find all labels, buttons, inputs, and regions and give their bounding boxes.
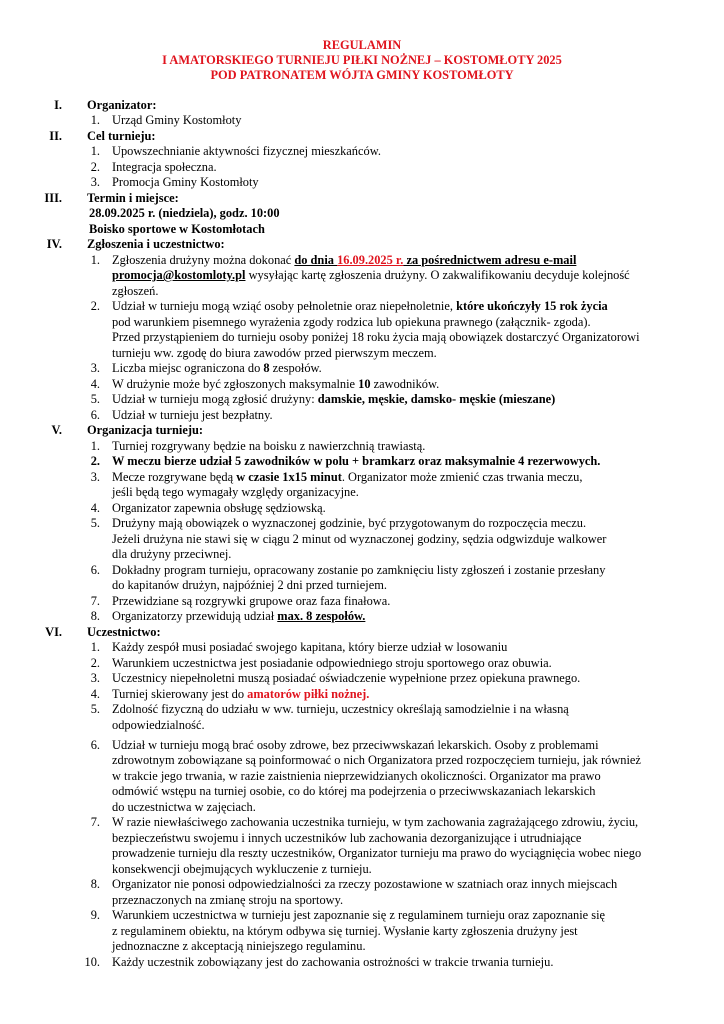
deadline-date: 16.09.2025 r. [337, 253, 404, 267]
section-number: II. [49, 129, 62, 143]
list-item-continuation: dla drużyny przeciwnej. [112, 547, 232, 561]
item-number: 3. [90, 175, 100, 189]
list-item-continuation: bezpieczeństwu swojemu i innych uczestników lub zachowania dezorganizujące i utrudniające [112, 831, 582, 845]
item-number: 3. [90, 361, 100, 375]
item-number: 2. [90, 160, 100, 174]
item-number: 4. [90, 687, 100, 701]
item-number: 5. [90, 392, 100, 406]
document-patronage: POD PATRONATEM WÓJTA GMINY KOSTOMŁOTY [210, 68, 514, 82]
list-item-continuation: Przed przystąpieniem do turnieju osoby poniżej 18 roku życia mają obowiązek dostarczyć Organizatorowi [112, 330, 640, 344]
event-date: 28.09.2025 r. (niedziela), godz. 10:00 [89, 206, 280, 220]
list-item-continuation: do uczestnictwa w zajęciach. [112, 800, 256, 814]
item-number: 7. [90, 594, 100, 608]
list-item-continuation: promocja@kostomloty.pl wysyłając kartę zgłoszenia drużyny. O zakwalifikowaniu decyduje kolejność [112, 268, 630, 282]
item-number: 6. [90, 408, 100, 422]
document-page: REGULAMIN I AMATORSKIEGO TURNIEJU PIŁKI NOŻNEJ – KOSTOMŁOTY 2025 POD PATRONATEM WÓJTA GMINY KOSTOMŁOTY I. Organizator: 1. Urząd Gminy Kostomłoty II. Cel turnieju: 1. Upowszechnianie aktywności fizycznej mieszkańców. 2. Integracja społeczna. 3. Promocja Gminy Kostomłoty III. Termin i miejsce: 28.09.2025 r. (niedziela), godz. 10:00 Boisko sportowe w Kostomłotach IV. Zgłoszenia i uczestnictwo: 1. Zgłoszenia drużyny można dokonać do dnia 16.09.2025 r. za pośrednictwem adresu e-mail promocja@kostomloty.pl wysyłając kartę zgłoszenia drużyny. O zakwalifikowaniu decyduje kolejność zgłoszeń. 2. Udział w turnieju mogą wziąć osoby pełnoletnie oraz niepełnoletnie, które ukończyły 15 rok życia pod warunkiem pisemnego wyrażenia zgody rodzica lub opiekuna prawnego (załącznik- zgoda). Przed przystąpieniem do turnieju osoby poniżej 18 roku życia mają obowiązek dostarczyć Organizatorowi turnieju ww. zgodę do biura zawodów przed pierwszym meczem. 3. Liczba miejsc ograniczona do 8 zespołów. 4. W drużynie może być zgłoszonych maksymalnie 10 zawodników. 5. Udział w turnieju mogą zgłosić drużyny: damskie, męskie, damsko- męskie (mieszane) 6. Udział w turnieju jest bezpłatny. V. Organizacja turnieju: 1. Turniej rozgrywany będzie na boisku z nawierzchnią trawiastą. 2. W meczu bierze udział 5 zawodników w polu + bramkarz oraz maksymalnie 4 rezerwowych. 3. Mecze rozgrywane będą w czasie 1x15 minut. Organizator może zmienić czas trwania meczu, jeśli będą tego wymagały względy organizacyjne. 4. Organizator zapewnia obsługę sędziowską. 5. Drużyny mają obowiązek o wyznaczonej godzinie, być przygotowanym do rozpoczęcia meczu. Jeżeli drużyna nie stawi się w ciągu 2 minut od wyznaczonej godziny, sędzia odgwizduje walkower dla drużyny przeciwnej. 6. Dokładny program turnieju, opracowany zostanie po zamknięciu listy zgłoszeń i zostanie przesłany do kapitanów drużyn, najpóźniej 2 dni przed turniejem. 7. Przewidziane są rozgrywki grupowe oraz faza finałowa. 8. Organizatorzy przewidują udział max. 8 zespołów. VI. Uczestnictwo: 1. Każdy zespół musi posiadać swojego kapitana, który bierze udział w losowaniu 2. Warunkiem uczestnictwa jest posiadanie odpowiedniego stroju sportowego oraz obuwia. 3. Uczestnicy niepełnoletni muszą posiadać oświadczenie wypełnione przez opiekuna prawnego. 4. Turniej skierowany jest do amatorów piłki nożnej. 5. Zdolność fizyczną do udziału w ww. turnieju, uczestnicy określają samodzielnie i na własną odpowiedzialność. 6. Udział w turnieju mogą brać osoby zdrowe, bez przeciwwskazań lekarskich. Osoby z problemami zdrowotnym zobowiązane są poinformować o nich Organizatora przed rozpoczęciem turnieju, jak również w trakcie jego trwania, w razie zaistnienia nieprzewidzianych okoliczności. Organizator ma prawo odmówić wstępu na turniej osobie, co do której ma podejrzenia o przeciwwskazaniach lekarskich do uczestnictwa w zajęciach. 7. W razie niewłaściwego zachowania uczestnika turnieju, w tym zachowania zagrażającego zdrowiu, życiu, bezpieczeństwu swojemu i innych uczestników lub zachowania dezorganizujące i utrudniające prowadzenie turnieju dla reszty uczestników, Organizator turnieju ma prawo do wyciągnięcia wobec niego konsekwencji obejmujących wykluczenie z turnieju. 8. Organizator nie ponosi odpowiedzialności za rzeczy pozostawione w szatniach oraz innych miejscach przeznaczonych na zmianę stroju na sportowy. 9. Warunkiem uczestnictwa w turnieju jest zapoznanie się z regulaminem turnieju oraz zapoznanie się z regulaminem obiektu, na którym odbywa się turniej. Wysłanie karty zgłoszenia drużyny jest jednoznaczne z akceptacją niniejszego regulaminu. 10. Każdy uczestnik zobowiązany jest do zachowania ostrożności w trakcie trwania turnieju. [0, 0, 724, 1024]
item-number: 1. [90, 113, 100, 127]
item-number: 4. [90, 377, 100, 391]
section-number: IV. [46, 237, 62, 251]
item-number: 7. [90, 815, 100, 829]
section-number: VI. [45, 625, 62, 639]
list-item-continuation: odpowiedzialność. [112, 718, 205, 732]
item-number: 8. [90, 877, 100, 891]
item-number: 1. [90, 640, 100, 654]
section-title: Uczestnictwo: [87, 625, 161, 639]
section-title: Organizacja turnieju: [87, 423, 203, 437]
list-item-continuation: Jeżeli drużyna nie stawi się w ciągu 2 minut od wyznaczonej godziny, sędzia odgwizduje walkower [112, 532, 607, 546]
section-title: Cel turnieju: [87, 129, 156, 143]
item-text: Promocja Gminy Kostomłoty [112, 175, 259, 189]
item-number: 3. [90, 470, 100, 484]
list-item-continuation: jeśli będą tego wymagały względy organizacyjne. [112, 485, 359, 499]
list-item-continuation: odmówić wstępu na turniej osobie, co do której ma podejrzenia o przeciwwskazaniach lekarskich [112, 784, 596, 798]
section-title: Organizator: [87, 98, 157, 112]
list-item-continuation: do kapitanów drużyn, najpóźniej 2 dni przed turniejem. [112, 578, 387, 592]
item-number: 1. [90, 144, 100, 158]
list-item-continuation: turnieju ww. zgodę do biura zawodów przed pierwszym meczem. [112, 346, 437, 360]
section-number: V. [51, 423, 62, 437]
section-title: Termin i miejsce: [87, 191, 179, 205]
section-number: III. [44, 191, 62, 205]
item-number: 3. [90, 671, 100, 685]
contact-email-link[interactable]: promocja@kostomloty.pl [112, 268, 246, 282]
item-number: 8. [90, 609, 100, 623]
item-number: 1. [90, 253, 100, 267]
item-number: 1. [90, 439, 100, 453]
list-item-continuation: z regulaminem obiektu, na którym odbywa się turniej. Wysłanie karty zgłoszenia drużyny jest [112, 924, 578, 938]
item-number: 10. [84, 955, 100, 969]
list-item-continuation: zdrowotnym zobowiązane są poinformować o nich Organizatora przed rozpoczęciem turnieju, jak również [112, 753, 641, 767]
item-number: 2. [90, 454, 100, 468]
list-item-continuation: jednoznaczne z akceptacją niniejszego regulaminu. [112, 939, 366, 953]
document-title: REGULAMIN [322, 38, 402, 52]
list-item-continuation: prowadzenie turnieju dla reszty uczestników, Organizator turnieju ma prawo do wyciągnięcia wobec niego [112, 846, 642, 860]
item-text: Upowszechnianie aktywności fizycznej mieszkańców. [112, 144, 381, 158]
item-text: Integracja społeczna. [112, 160, 217, 174]
event-place: Boisko sportowe w Kostomłotach [89, 222, 265, 236]
item-number: 4. [90, 501, 100, 515]
list-item-continuation: w trakcie jego trwania, w razie zaistnienia nieprzewidzianych okoliczności. Organizator ma prawo [112, 769, 601, 783]
item-number: 9. [90, 908, 100, 922]
item-number: 2. [90, 656, 100, 670]
item-text: Urząd Gminy Kostomłoty [112, 113, 242, 127]
item-number: 5. [90, 516, 100, 530]
item-number: 6. [90, 738, 100, 752]
document-subtitle: I AMATORSKIEGO TURNIEJU PIŁKI NOŻNEJ – KOSTOMŁOTY 2025 [162, 53, 562, 67]
section-number: I. [54, 98, 62, 112]
list-item-continuation: przeznaczonych na zmianę stroju na sportowy. [112, 893, 344, 907]
item-number: 5. [90, 702, 100, 716]
list-item-continuation: konsekwencji obejmujących wykluczenie z turnieju. [112, 862, 372, 876]
list-item-continuation: zgłoszeń. [112, 284, 159, 298]
list-item-continuation: pod warunkiem pisemnego wyrażenia zgody rodzica lub opiekuna prawnego (załącznik- zgoda). [112, 315, 591, 329]
item-number: 6. [90, 563, 100, 577]
item-number: 2. [90, 299, 100, 313]
section-title: Zgłoszenia i uczestnictwo: [87, 237, 225, 251]
